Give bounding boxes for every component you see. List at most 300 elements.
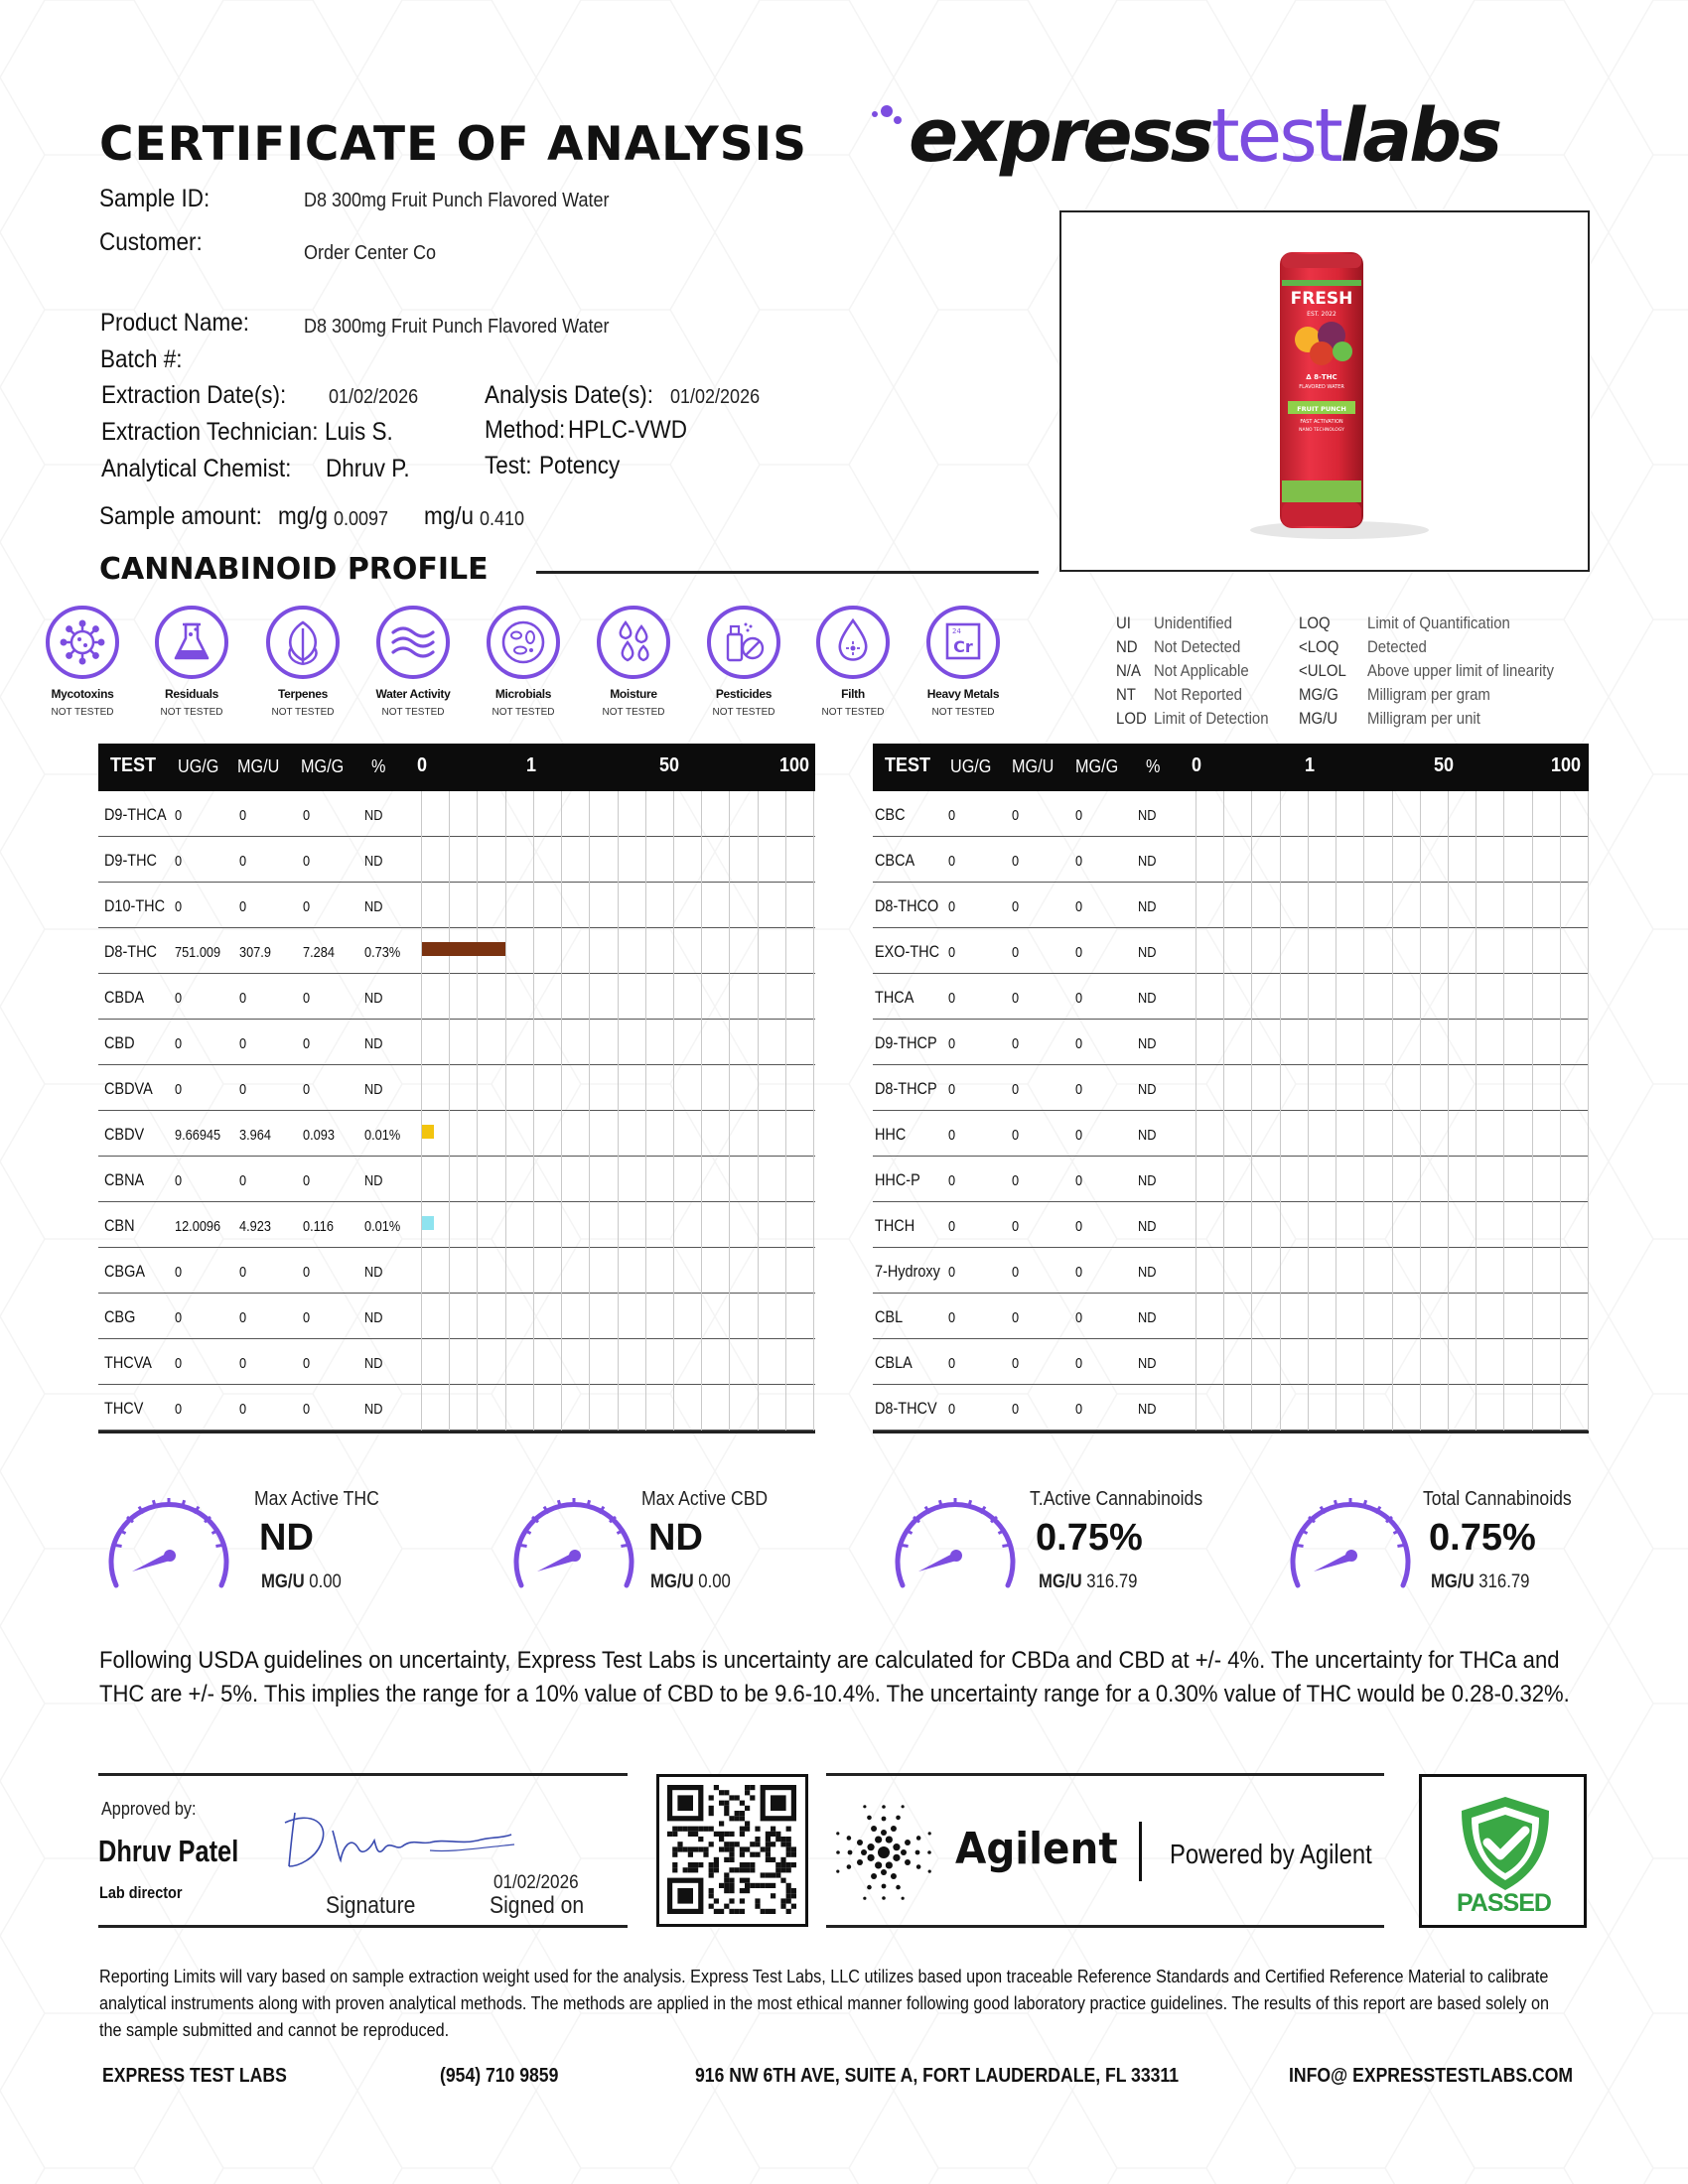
grid-line [1392, 1065, 1393, 1111]
grid-line [1420, 791, 1421, 837]
disclaimer: Reporting Limits will vary based on sample extraction weight used for the analysis. Express Test Labs, LLC utilizes based upon traceable Reference Standards and Certified Reference Material to calibrate analytical instruments along with proven analytical methods. The methods are applied in the most ethical manner following good laboratory practice guidelines. The results of this report are based solely on the sample submitted and cannot be reproduced. [99, 1967, 1550, 2040]
gauge-icon [509, 1494, 638, 1593]
grid-line [1223, 1248, 1224, 1294]
approver-name: Dhruv Patel [98, 1834, 239, 1868]
grid-line [645, 1294, 646, 1339]
grid-line [561, 791, 562, 837]
footer-phone[interactable]: (954) 710 9859 [440, 2065, 559, 2087]
grid-line [477, 1248, 478, 1294]
grid-line [1363, 1111, 1364, 1157]
grid-line [785, 837, 786, 883]
grid-line [758, 1157, 759, 1202]
grid-line [533, 883, 534, 928]
grid-line [785, 1385, 786, 1431]
gauge-label: Max Active THC [254, 1488, 379, 1510]
mgg-label: mg/g [278, 502, 329, 530]
analyte-name: D9-THC [104, 851, 157, 870]
grid-line [785, 883, 786, 928]
can-flavor: FRUIT PUNCH [1297, 405, 1346, 413]
grid-line [505, 1385, 506, 1431]
grid-line [1420, 1339, 1421, 1385]
mgu-label: mg/u [424, 502, 475, 530]
table-row [98, 974, 815, 1020]
grid-line [1588, 928, 1589, 974]
grid-line [1448, 1202, 1449, 1248]
grid-line [505, 1339, 506, 1385]
analyte-ugg: 0 [948, 898, 956, 915]
method-label: Method: [485, 416, 566, 444]
analyte-mgg: 0 [303, 990, 311, 1007]
header-mgu: MG/U [237, 756, 280, 776]
grid-line [1280, 1248, 1281, 1294]
powered-by-agilent: Powered by Agilent [1170, 1839, 1372, 1869]
grid-line [1420, 883, 1421, 928]
analyte-name: HHC-P [875, 1170, 920, 1189]
grid-line [449, 1385, 450, 1431]
grid-line [1448, 1339, 1449, 1385]
table-bottom-rule [873, 1431, 1589, 1433]
grid-line [645, 928, 646, 974]
gauge-sub-value: 316.79 [1474, 1571, 1530, 1592]
grid-line [1560, 1248, 1561, 1294]
table-row [873, 1111, 1589, 1157]
grid-line [645, 1202, 646, 1248]
passed-label: PASSED [1457, 1889, 1551, 1917]
analyte-ugg: 0 [948, 990, 956, 1007]
grid-line [533, 1020, 534, 1065]
grid-line [1392, 1202, 1393, 1248]
can-line1: Δ 8-THC [1306, 373, 1337, 381]
analyte-mgu: 3.964 [239, 1127, 271, 1144]
grid-line [645, 1157, 646, 1202]
analyte-pct: ND [1138, 1218, 1157, 1235]
analyte-mgu: 0 [239, 1264, 247, 1281]
gauge-sub-label: MG/U [1039, 1571, 1082, 1592]
grid-line [1532, 974, 1533, 1020]
grid-line [701, 1020, 702, 1065]
table-row [98, 883, 815, 928]
grid-line [758, 1294, 759, 1339]
grid-line [645, 1339, 646, 1385]
grid-line [1420, 1202, 1421, 1248]
analyte-name: 7-Hydroxy [875, 1262, 940, 1281]
table-row [98, 1339, 815, 1385]
analyte-mgg: 0 [1075, 990, 1083, 1007]
grid-line [1560, 928, 1561, 974]
grid-line [645, 1020, 646, 1065]
grid-line [1503, 1157, 1504, 1202]
grid-line [1476, 791, 1477, 837]
analyte-pct: ND [364, 1401, 383, 1418]
grid-line [589, 928, 590, 974]
analyte-mgg: 0 [1075, 1355, 1083, 1372]
analyte-pct: 0.01% [364, 1127, 401, 1144]
grid-line [701, 883, 702, 928]
customer-label: Customer: [99, 228, 203, 256]
test-category-terpenes [248, 605, 357, 718]
test-category-residuals [137, 605, 246, 718]
header-mgg: MG/G [301, 756, 345, 776]
grid-line [1420, 974, 1421, 1020]
table-bottom-rule [98, 1431, 815, 1433]
analyte-mgu: 0 [1012, 1172, 1020, 1189]
analyte-ugg: 0 [948, 1081, 956, 1098]
analyte-mgg: 0 [1075, 1172, 1083, 1189]
grid-line [1280, 1157, 1281, 1202]
gauge-sub-value: 0.00 [693, 1571, 731, 1592]
grid-line [561, 1339, 562, 1385]
grid-line [701, 1157, 702, 1202]
grid-line [813, 883, 814, 928]
grid-line [1392, 791, 1393, 837]
analyte-mgu: 0 [1012, 1127, 1020, 1144]
table-row [873, 1339, 1589, 1385]
analyte-pct: ND [1138, 853, 1157, 870]
grid-line [589, 1111, 590, 1157]
approval-top-rule [98, 1773, 628, 1776]
grid-line [477, 837, 478, 883]
scale-100: 100 [779, 754, 810, 776]
legend-abbr: ND [1116, 637, 1138, 656]
grid-line [673, 928, 674, 974]
gauge-label: Total Cannabinoids [1423, 1488, 1572, 1510]
analyte-mgg: 0 [303, 898, 311, 915]
analyte-name: THCA [875, 988, 914, 1007]
grid-line [561, 1020, 562, 1065]
grid-line [505, 974, 506, 1020]
scale-100: 100 [1551, 754, 1582, 776]
analyte-ugg: 0 [175, 1401, 183, 1418]
grid-line [1532, 1339, 1533, 1385]
grid-line [589, 974, 590, 1020]
table-row [873, 1248, 1589, 1294]
analyte-ugg: 0 [175, 898, 183, 915]
grid-line [449, 1111, 450, 1157]
grid-line [477, 1111, 478, 1157]
grid-line [618, 883, 619, 928]
analyte-pct: ND [364, 1035, 383, 1052]
grid-line [1448, 1294, 1449, 1339]
grid-line [1363, 1294, 1364, 1339]
agilent-divider [1139, 1822, 1142, 1881]
grid-line [758, 928, 759, 974]
grid-line [1588, 1202, 1589, 1248]
approver-role: Lab director [99, 1883, 183, 1902]
grid-line [673, 1111, 674, 1157]
analyte-mgg: 0 [1075, 898, 1083, 915]
grid-line [1363, 1339, 1364, 1385]
grid-line [1532, 928, 1533, 974]
grid-line [1223, 1294, 1224, 1339]
grid-line [589, 1157, 590, 1202]
grid-line [1308, 1248, 1309, 1294]
grid-line [1280, 1294, 1281, 1339]
table-row [98, 1065, 815, 1111]
grid-line [618, 837, 619, 883]
analyte-pct: ND [1138, 944, 1157, 961]
analyte-ugg: 0 [948, 1127, 956, 1144]
qr-code-frame[interactable] [656, 1774, 808, 1927]
analyte-name: CBN [104, 1216, 135, 1235]
analyte-mgu: 0 [239, 898, 247, 915]
passed-badge [1419, 1774, 1587, 1928]
grid-line [1448, 974, 1449, 1020]
grid-line [1363, 1157, 1364, 1202]
shield-check-icon [1454, 1795, 1557, 1894]
grid-line [505, 928, 506, 974]
grid-line [813, 837, 814, 883]
grid-line [477, 1202, 478, 1248]
analyte-ugg: 12.0096 [175, 1218, 221, 1235]
grid-line [1532, 1065, 1533, 1111]
grid-line [533, 791, 534, 837]
grid-line [1363, 837, 1364, 883]
table-row [873, 883, 1589, 928]
table-row [873, 928, 1589, 974]
header-pct: % [371, 756, 386, 776]
grid-line [618, 1248, 619, 1294]
grid-line [1392, 1111, 1393, 1157]
analyte-ugg: 0 [175, 853, 183, 870]
grid-line [729, 974, 730, 1020]
grid-line [701, 1065, 702, 1111]
grid-line [618, 1339, 619, 1385]
grid-line [758, 791, 759, 837]
gauge-value: 0.75% [1429, 1517, 1536, 1559]
table-row [98, 791, 815, 837]
analyte-pct: ND [1138, 1264, 1157, 1281]
grid-line [785, 1065, 786, 1111]
grid-line [673, 1020, 674, 1065]
product-can-image [1061, 212, 1588, 570]
chemist-value: Dhruv P. [326, 455, 410, 482]
grid-line [1503, 974, 1504, 1020]
gauge-label: Max Active CBD [641, 1488, 769, 1510]
grid-line [589, 1202, 590, 1248]
grid-line [449, 1202, 450, 1248]
grid-line [758, 1339, 759, 1385]
analyte-ugg: 0 [175, 1081, 183, 1098]
analyte-mgu: 0 [1012, 807, 1020, 824]
header-ugg: UG/G [950, 756, 992, 776]
analyte-ugg: 0 [948, 1401, 956, 1418]
analyte-mgu: 0 [1012, 1309, 1020, 1326]
analyte-pct: ND [1138, 807, 1157, 824]
grid-line [1251, 1157, 1252, 1202]
grid-line [785, 1202, 786, 1248]
grid-line [505, 1065, 506, 1111]
grid-line [813, 1157, 814, 1202]
grid-line [1448, 1065, 1449, 1111]
grid-line [673, 1202, 674, 1248]
grid-line [1532, 1020, 1533, 1065]
grid-line [1560, 1385, 1561, 1431]
grid-line [561, 837, 562, 883]
footer-email[interactable]: INFO@ EXPRESSTESTLABS.COM [1289, 2065, 1574, 2087]
grid-line [449, 883, 450, 928]
analyte-name: CBLA [875, 1353, 913, 1372]
grid-line [421, 791, 422, 837]
grid-line [533, 1385, 534, 1431]
gauge-icon [891, 1494, 1020, 1593]
grid-line [1251, 1248, 1252, 1294]
grid-line [618, 1202, 619, 1248]
grid-line [729, 1385, 730, 1431]
grid-line [813, 974, 814, 1020]
grid-line [1251, 791, 1252, 837]
agilent-bottom-rule [826, 1925, 1384, 1928]
analyte-ugg: 0 [948, 807, 956, 824]
analyte-mgg: 0 [303, 1172, 311, 1189]
legend-abbr: NT [1116, 685, 1136, 704]
grid-line [1588, 1294, 1589, 1339]
grid-line [1251, 928, 1252, 974]
test-category-name: Terpenes [277, 687, 329, 701]
grid-line [758, 1248, 759, 1294]
analyte-mgu: 0 [1012, 944, 1020, 961]
grid-line [1503, 1020, 1504, 1065]
signature-label: Signature [326, 1892, 416, 1919]
grid-line [645, 837, 646, 883]
grid-line [561, 1248, 562, 1294]
grid-line [618, 1157, 619, 1202]
grid-line [533, 928, 534, 974]
table-header [873, 744, 1589, 791]
test-category-status: NOT TESTED [271, 707, 335, 718]
flask-icon [154, 605, 229, 680]
analyte-ugg: 0 [948, 944, 956, 961]
grid-line [673, 1248, 674, 1294]
analyte-pct: ND [364, 1081, 383, 1098]
header-pct: % [1146, 756, 1161, 776]
grid-line [618, 791, 619, 837]
grid-line [1420, 1065, 1421, 1111]
analyte-ugg: 0 [175, 807, 183, 824]
table-row [98, 1157, 815, 1202]
grid-line [477, 883, 478, 928]
grid-line [1392, 1248, 1393, 1294]
grid-line [813, 928, 814, 974]
analyte-mgg: 0 [1075, 1264, 1083, 1281]
analyte-pct: ND [1138, 1035, 1157, 1052]
grid-line [1223, 974, 1224, 1020]
technician-value: Luis S. [325, 418, 393, 446]
analyte-mgg: 0 [303, 853, 311, 870]
extraction-date-label: Extraction Date(s): [101, 381, 287, 409]
table-row [98, 837, 815, 883]
legend-abbr: MG/G [1299, 685, 1338, 704]
grid-line [701, 928, 702, 974]
grid-line [477, 1020, 478, 1065]
grid-line [505, 1157, 506, 1202]
grid-line [1476, 1157, 1477, 1202]
legend-text: Milligram per gram [1367, 685, 1490, 704]
grid-line [1588, 1111, 1589, 1157]
sample-amount-label: Sample amount: [99, 502, 262, 530]
spray-icon [706, 605, 781, 680]
test-category-status: NOT TESTED [602, 707, 665, 718]
analyte-name: CBD [104, 1033, 135, 1052]
grid-line [1223, 883, 1224, 928]
analyte-pct: ND [1138, 1127, 1157, 1144]
mgg-value: 0.0097 [334, 508, 389, 530]
grid-line [1420, 1111, 1421, 1157]
grid-line [785, 1020, 786, 1065]
grid-line [1503, 1248, 1504, 1294]
analyte-name: D8-THCO [875, 896, 939, 915]
analyte-mgg: 0.116 [303, 1218, 334, 1235]
can-line2: FLAVORED WATER [1299, 384, 1344, 390]
logo-bubbles-icon [869, 104, 909, 134]
grid-line [1476, 1065, 1477, 1111]
grid-line [589, 1065, 590, 1111]
analyte-mgu: 4.923 [239, 1218, 271, 1235]
grid-line [1420, 1294, 1421, 1339]
grid-line [477, 791, 478, 837]
grid-line [1588, 1157, 1589, 1202]
grid-line [1223, 1111, 1224, 1157]
header-test: TEST [885, 754, 931, 776]
grid-line [729, 1294, 730, 1339]
gauge-value: ND [259, 1517, 314, 1559]
scale-1: 1 [526, 754, 537, 776]
grid-line [421, 974, 422, 1020]
qr-code-icon[interactable] [659, 1777, 805, 1924]
grid-line [1392, 883, 1393, 928]
grid-line [813, 1065, 814, 1111]
grid-line [1280, 1020, 1281, 1065]
grid-line [561, 1111, 562, 1157]
grid-line [1588, 1385, 1589, 1431]
grid-line [1420, 1157, 1421, 1202]
test-category-status: NOT TESTED [51, 707, 114, 718]
droplets-icon [596, 605, 671, 680]
grid-line [1532, 1111, 1533, 1157]
grid-line [533, 1111, 534, 1157]
grid-line [449, 1065, 450, 1111]
analyte-mgu: 0 [1012, 1264, 1020, 1281]
analyte-pct: ND [1138, 1081, 1157, 1098]
leaf-icon [265, 605, 341, 680]
analyte-pct: ND [1138, 1309, 1157, 1326]
grid-line [813, 1385, 814, 1431]
gauge-sub-label: MG/U [261, 1571, 305, 1592]
legend-text: Limit of Quantification [1367, 614, 1510, 632]
grid-line [449, 1339, 450, 1385]
grid-line [561, 1385, 562, 1431]
gauge-value: 0.75% [1036, 1517, 1143, 1559]
test-category-name: Filth [841, 687, 865, 701]
analyte-pct: ND [364, 1309, 383, 1326]
grid-line [673, 883, 674, 928]
grid-line [561, 974, 562, 1020]
grid-line [449, 1157, 450, 1202]
grid-line [1420, 1248, 1421, 1294]
grid-line [1392, 1157, 1393, 1202]
grid-line [1588, 791, 1589, 837]
table-row [873, 1385, 1589, 1431]
footer-company: EXPRESS TEST LABS [102, 2065, 287, 2087]
grid-line [1308, 974, 1309, 1020]
analyte-name: D8-THC [104, 942, 157, 961]
grid-line [785, 1339, 786, 1385]
grid-line [589, 1020, 590, 1065]
analyte-mgu: 307.9 [239, 944, 271, 961]
test-category-filth [798, 605, 908, 718]
gauge-sub [1039, 1571, 1137, 1593]
analyte-mgu: 0 [239, 807, 247, 824]
agilent-spark-icon [824, 1797, 943, 1908]
